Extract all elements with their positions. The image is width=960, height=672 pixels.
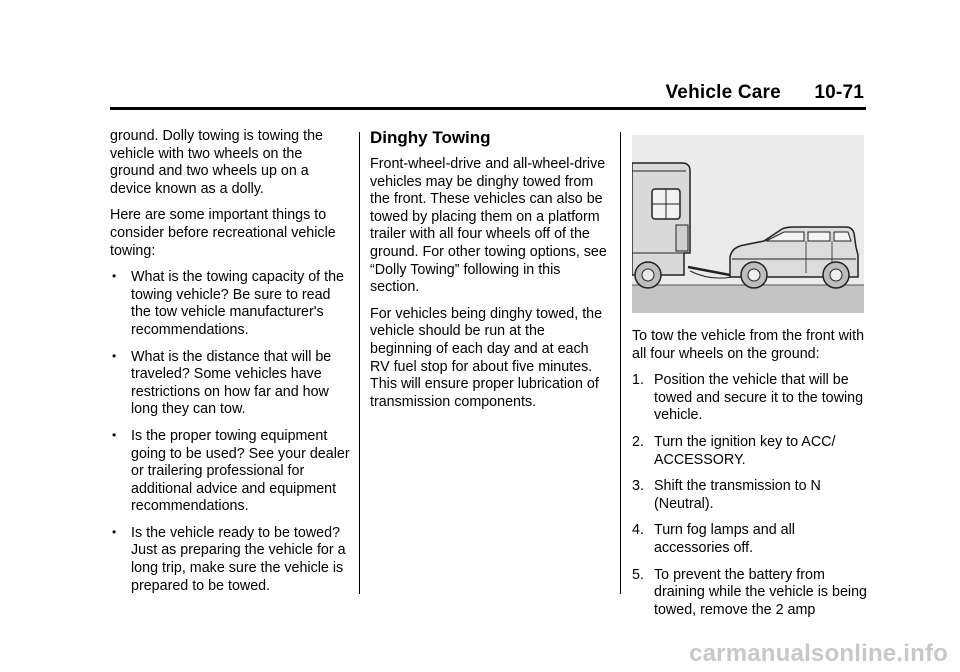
numbered-list (632, 372, 868, 619)
list-item (110, 269, 350, 339)
column-left (110, 128, 350, 604)
step-text: To prevent the battery from draining while the vehicle is being towed, remove the 2 amp (654, 566, 867, 618)
bullet-list (110, 269, 350, 595)
illustration-svg (632, 135, 864, 313)
list-item (110, 349, 350, 419)
list-item-text: What is the towing capacity of the towing vehicle? Be sure to read the tow vehicle manufacturer's recommendations. (131, 269, 344, 338)
step-text: Turn fog lamps and all accessories off. (654, 522, 795, 556)
list-item (632, 372, 868, 425)
step-number: 4. (632, 522, 644, 539)
column-divider (359, 132, 360, 594)
section-heading: Dinghy Towing (370, 128, 491, 147)
section-title: Vehicle Care (665, 82, 781, 103)
column-divider (620, 132, 621, 594)
bullet-icon: • (112, 269, 117, 284)
list-item (110, 428, 350, 516)
step-text: Position the vehicle that will be towed and secure it to the towing vehicle. (654, 372, 864, 424)
paragraph: For vehicles being dinghy towed, the vehicle should be run at the beginning of each day and at each RV fuel stop for about five minutes. This will ensure proper lubrication of transmission components. (370, 305, 603, 410)
bullet-icon: • (112, 348, 117, 363)
step-number: 2. (632, 433, 644, 450)
paragraph: Front-wheel-drive and all-wheel-drive vehicles may be dinghy towed from the front. These vehicles can also be towed by placing them on a platform trailer with all four wheels off of the ground. For other towing options, see “Dolly Towing” following in this section. (370, 156, 607, 296)
bullet-icon: • (112, 427, 117, 442)
column-middle (370, 128, 610, 420)
paragraph: To tow the vehicle from the front with all four wheels on the ground: (632, 328, 865, 362)
header-rule (110, 107, 866, 110)
step-text: Shift the transmission to N (Neutral). (654, 478, 821, 512)
list-item (632, 567, 868, 620)
list-item-text: Is the proper towing equipment going to be used? See your dealer or trailering professional for additional advice and equipment recommendations. (131, 427, 350, 515)
page-number: 10-71 (814, 82, 864, 103)
list-item (632, 478, 868, 513)
list-item (632, 522, 868, 557)
paragraph: ground. Dolly towing is towing the vehicle with two wheels on the ground and two wheels up on a device known as a dolly. (110, 128, 323, 197)
step-text: Turn the ignition key to ACC/ ACCESSORY. (654, 433, 836, 468)
list-item-text: Is the vehicle ready to be towed? Just as preparing the vehicle for a long trip, make sure the vehicle is prepared to be towed. (131, 524, 346, 594)
step-number: 1. (632, 372, 644, 389)
rv-towing-suv-illustration (632, 135, 864, 313)
paragraph: Here are some important things to consider before recreational vehicle towing: (110, 207, 336, 259)
list-item (632, 434, 868, 469)
list-item-text: What is the distance that will be traveled? Some vehicles have restrictions on how far and how long they can tow. (131, 348, 332, 418)
bullet-icon: • (112, 524, 117, 539)
step-number: 3. (632, 478, 644, 495)
column-right (632, 328, 868, 628)
step-number: 5. (632, 566, 644, 583)
watermark: carmanualsonline.info (689, 640, 948, 667)
page-header (665, 82, 864, 104)
list-item (110, 525, 350, 595)
